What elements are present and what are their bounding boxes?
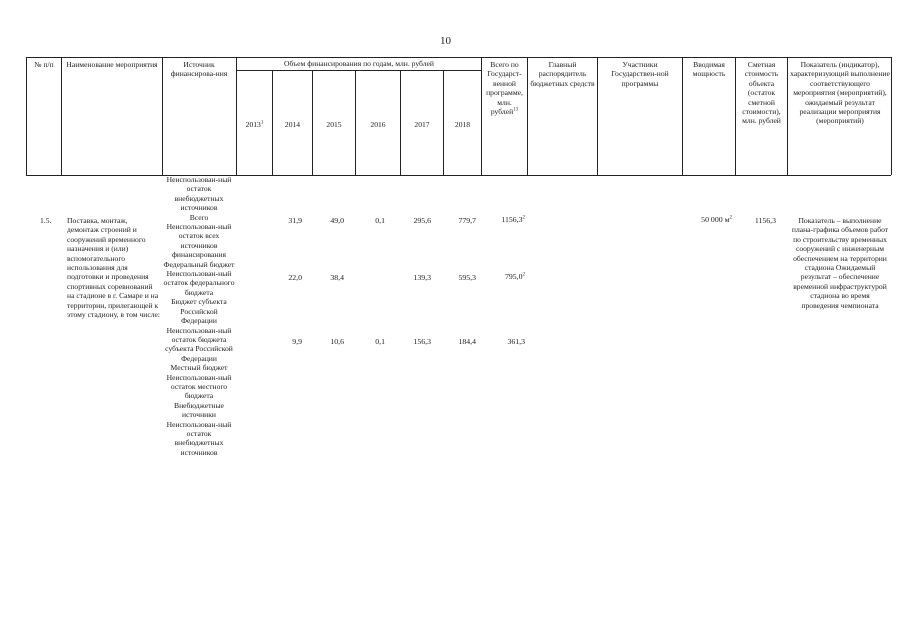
estimate-value: 1156,3: [754, 216, 776, 225]
source-item: Всего: [189, 212, 209, 222]
value-total: [481, 215, 525, 224]
total-text: 795,0: [504, 272, 523, 281]
header-manager: Главный распорядитель бюджетных средств: [530, 60, 595, 88]
row-number: 1.5.: [40, 216, 52, 225]
source-item: Неиспользован-ный остаток всех источников финансирования: [166, 222, 232, 260]
value-2017: 156,3: [413, 337, 431, 346]
value-total: [481, 337, 525, 346]
source-item: Федеральный бюджет: [163, 259, 235, 269]
header-year-2015: 2015: [326, 120, 342, 129]
header-estimate: Сметная стоимость объекта (остаток сметной стоимости), млн. рублей: [742, 60, 781, 126]
source-top-remainder: Неиспользован-ный остаток внебюджетных источников: [166, 175, 232, 213]
total-text: 1156,3: [501, 215, 523, 224]
total-text: 361,3: [507, 337, 525, 346]
value-2018: 779,7: [458, 216, 476, 225]
page-number: 10: [440, 35, 451, 47]
header-name: Наименование мероприятия: [66, 60, 158, 69]
value-2017: 295,6: [413, 216, 431, 225]
header-funding: Объем финансирования по годам, млн. рублей: [284, 59, 434, 68]
source-item: Внебюджетные источники: [174, 400, 224, 420]
source-column: [162, 175, 236, 457]
capacity-text: 50 000 м: [701, 215, 730, 224]
header-year-2017: 2017: [414, 120, 430, 129]
value-2016: 0,1: [375, 216, 385, 225]
value-2014: 22,0: [288, 273, 302, 282]
source-item: Местный бюджет: [170, 363, 228, 373]
capacity-unit-power: 2: [729, 215, 732, 221]
header-indicator: Показатель (индикатор), характеризующий выполнение соответствующего мероприятия (мероприятий), ожидаемый результат реализации мероприятия (мероприятий): [790, 60, 890, 126]
value-2018: 595,3: [458, 273, 476, 282]
source-item: Неиспользован-ный остаток внебюджетных источников: [166, 419, 232, 457]
header-num: № п/п: [34, 60, 54, 69]
total-footnote: 2: [522, 272, 525, 278]
value-2015: 10,6: [330, 337, 344, 346]
year-2013-text: 2013: [245, 120, 261, 129]
header-total-footnote: 13: [513, 107, 519, 113]
value-2015: 49,0: [330, 216, 344, 225]
year-2013-footnote: 1: [260, 120, 264, 126]
value-2016: 0,1: [375, 337, 385, 346]
header-year-2013: [237, 120, 272, 129]
value-2015: 38,4: [330, 273, 344, 282]
header-year-2018: 2018: [454, 120, 471, 129]
header-source: Источник финансирова-ния: [170, 60, 228, 79]
header-participants: Участники Государствен-ной программы: [611, 60, 669, 88]
source-item: Бюджет субъекта Российской Федерации: [171, 297, 227, 326]
value-2017: 139,3: [413, 273, 431, 282]
header-capacity: Вводимая мощность: [692, 60, 726, 79]
source-item: Неиспользован-ный остаток местного бюджета: [166, 372, 232, 401]
header-year-2014: 2014: [284, 120, 301, 129]
indicator-text: Показатель – выполнение плана-графика объемов работ по строительству временных сооружений с инженерным обеспечением на территории стадиона Ожидаемый результат – обеспечение временной инфраструктурой стадиона во время проведения чемпионата: [791, 216, 889, 310]
value-total: [481, 272, 525, 281]
header-total-text: Всего по Государст-венной программе, млн. рублей: [486, 60, 523, 117]
header-total: [483, 60, 526, 116]
capacity-value: [684, 215, 732, 224]
row-name: Поставка, монтаж, демонтаж строений и сооружений временного назначения и (или) вспомогательного использования для подготовки и проведения спортивных соревнований на стадионе в г. Самаре и на территории, прилегающей к этому стадиону, в том числе:: [67, 216, 160, 320]
source-item: Неиспользован-ный остаток бюджета субъекта Российской Федерации: [165, 325, 233, 363]
header-year-2016: 2016: [370, 120, 386, 129]
value-2014: 9,9: [292, 337, 302, 346]
total-footnote: 2: [522, 215, 525, 221]
source-item: Неиспользован-ный остаток федерального бюджета: [163, 269, 235, 297]
value-2014: 31,9: [288, 216, 302, 225]
value-2018: 184,4: [458, 337, 476, 346]
